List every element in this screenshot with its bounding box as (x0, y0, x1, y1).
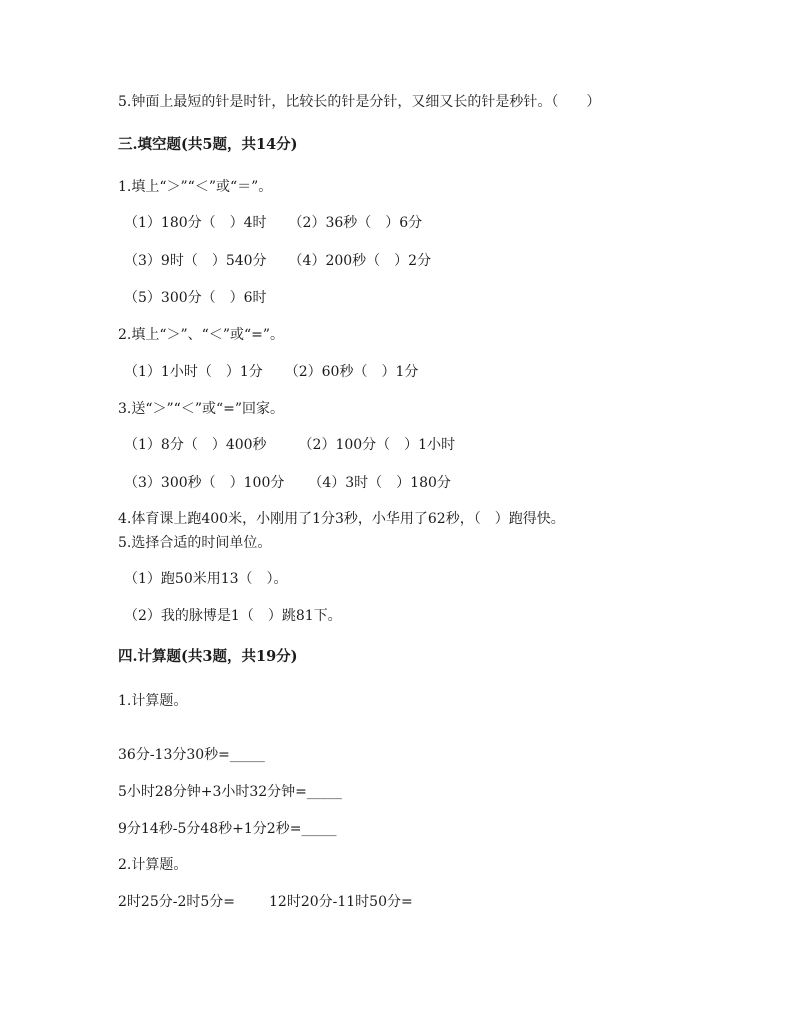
fill-q2-item1: （1）1小时（ ）1分 (124, 364, 263, 380)
calc-q1-line1: 36分-13分30秒=_____ (118, 747, 265, 763)
fill-q5-stem: 5.选择合适的时间单位。 (118, 535, 272, 551)
calc-q2-row (118, 893, 413, 911)
fill-q5-row2: （2）我的脉博是1（ ）跳81下。 (124, 608, 342, 624)
section-3-heading: 三.填空题(共5题，共14分) (118, 136, 298, 153)
fill-q1-item2: （2）36秒（ ）6分 (288, 215, 423, 231)
calc-q2-stem: 2.计算题。 (118, 857, 188, 873)
section-4-heading: 四.计算题(共3题，共19分) (118, 648, 298, 665)
fill-q3-item1: （1）8分（ ）400秒 (124, 437, 267, 453)
judge-item-5: 5.钟面上最短的针是时针，比较长的针是分针，又细又长的针是秒针。（ ） (118, 94, 601, 110)
fill-q3-item4: （4）3时（ ）180分 (308, 475, 451, 491)
fill-q1-item5: （5）300分（ ）6时 (124, 290, 267, 306)
fill-q3-row1 (124, 436, 455, 454)
fill-q2-stem: 2.填上“＞”、“＜”或“=”。 (118, 327, 285, 343)
fill-q2-row1 (124, 363, 418, 381)
fill-q1-item1: （1）180分（ ）4时 (124, 215, 267, 231)
calc-q1-line3: 9分14秒-5分48秒+1分2秒=_____ (118, 821, 337, 837)
calc-q2-item2: 12时20分-11时50分= (269, 894, 413, 910)
fill-q3-item3: （3）300秒（ ）100分 (124, 475, 285, 491)
calc-q1-stem: 1.计算题。 (118, 693, 188, 709)
fill-q3-item2: （2）100分（ ）1小时 (298, 437, 456, 453)
fill-q1-item3: （3）9时（ ）540分 (124, 253, 267, 269)
fill-q5-row1: （1）跑50米用13（ ）。 (124, 571, 288, 587)
fill-q1-row1 (124, 214, 422, 232)
fill-q3-stem: 3.送“＞”“＜”或“=”回家。 (118, 401, 285, 417)
fill-q1-row2 (124, 252, 431, 270)
fill-q3-row2 (124, 474, 451, 492)
fill-q4-stem: 4.体育课上跑400米，小刚用了1分3秒，小华用了62秒，（ ）跑得快。 (118, 511, 565, 527)
fill-q1-stem: 1.填上“＞”“＜”或“＝”。 (118, 179, 273, 195)
calc-q1-line2: 5小时28分钟+3小时32分钟=_____ (118, 784, 342, 800)
fill-q1-item4: （4）200秒（ ）2分 (288, 253, 432, 269)
calc-q2-item1: 2时25分-2时5分= (118, 894, 235, 910)
fill-q2-item2: （2）60秒（ ）1分 (284, 364, 419, 380)
fill-q1-row3 (124, 289, 267, 307)
